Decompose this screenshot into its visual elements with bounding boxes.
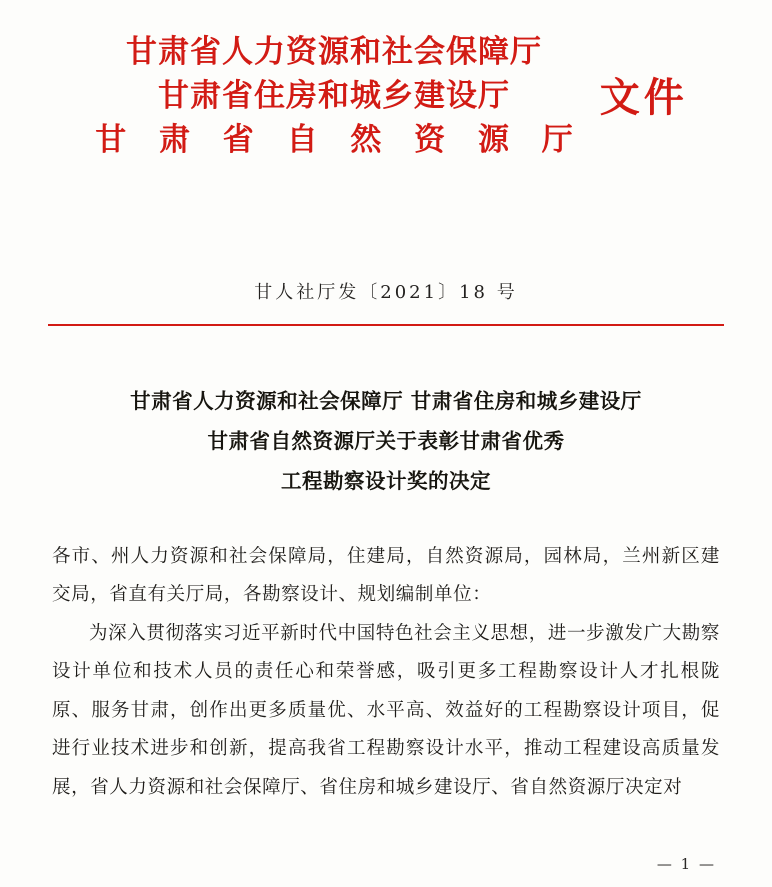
page-number: — 1 —	[656, 855, 716, 873]
masthead-agency-names	[84, 30, 584, 162]
title-line-1: 甘肃省人力资源和社会保障厅 甘肃省住房和城乡建设厅	[130, 389, 642, 414]
body-paragraph-recipients: 各市、州人力资源和社会保障局，住建局，自然资源局，园林局，兰州新区建交局，省直有关厅局，各勘察设计、规划编制单位：	[52, 545, 720, 606]
masthead-line-1: 甘肃省人力资源和社会保障厅	[125, 34, 542, 70]
masthead-row	[0, 30, 772, 162]
document-body	[52, 538, 720, 807]
letterhead-masthead	[0, 0, 772, 162]
red-divider-rule	[48, 324, 724, 326]
masthead-wenjian-label: 文件	[599, 74, 688, 122]
masthead-line-2: 甘肃省住房和城乡建设厅	[157, 78, 510, 115]
title-line-2: 甘肃省自然资源厅关于表彰甘肃省优秀	[207, 429, 565, 454]
document-number: 甘人社厅发〔2021〕18 号	[254, 282, 518, 304]
masthead-line-3: 甘 肃 省 自 然 资 源 厅	[95, 122, 584, 159]
document-title	[0, 382, 772, 502]
body-paragraph-1: 为深入贯彻落实习近平新时代中国特色社会主义思想，进一步激发广大勘察设计单位和技术人员的责任心和荣誉感，吸引更多工程勘察设计人才扎根陇原、服务甘肃，创作出更多质量优、水平高、效益好的工程勘察设计项目，促进行业技术进步和创新，提高我省工程勘察设计水平，推动工程建设高质量发展，省人力资源和社会保障厅、省住房和城乡建设厅、省自然资源厅决定对	[52, 622, 720, 798]
title-line-3: 工程勘察设计奖的决定	[281, 468, 491, 493]
